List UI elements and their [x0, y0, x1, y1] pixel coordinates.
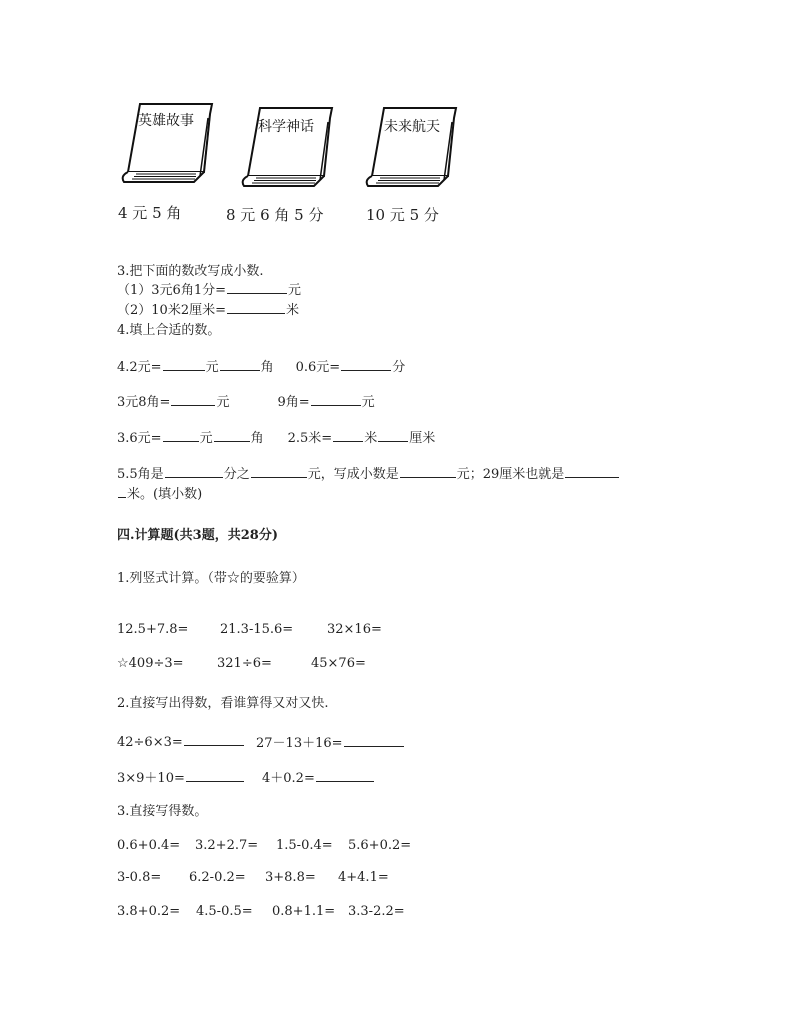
c3-expr: 3.8+0.2=: [117, 904, 181, 919]
q4-text: 元；29厘米也就是: [456, 467, 565, 482]
q4-text: 4.2元=: [117, 360, 162, 375]
c2-item: [262, 767, 375, 786]
q3-item-1: [117, 279, 301, 298]
q4-row-4: [117, 464, 677, 504]
c3-expr: 6.2-0.2=: [189, 870, 246, 885]
c3-title: 3.直接写得数。: [117, 804, 208, 819]
answer-blank[interactable]: [333, 428, 363, 442]
book-hero-stories: [118, 100, 218, 190]
q4-text: 9角=: [277, 395, 310, 410]
q4-text: 米。(填小数): [127, 487, 203, 502]
q4-title: 4.填上合适的数。: [117, 323, 221, 338]
c3-expr: 3.3-2.2=: [348, 904, 405, 919]
c2-item: [117, 767, 245, 786]
section-4-title: 四.计算题(共3题，共28分): [117, 528, 278, 543]
answer-blank[interactable]: [565, 464, 619, 478]
c3-expr: 1.5-0.4=: [276, 838, 333, 853]
answer-blank[interactable]: [344, 733, 404, 747]
answer-blank[interactable]: [311, 392, 361, 406]
q4-text: 元: [205, 360, 219, 375]
c3-expr: 4+4.1=: [338, 870, 389, 885]
c3-expr: 5.6+0.2=: [348, 838, 412, 853]
answer-blank[interactable]: [184, 732, 244, 746]
q4-text: 元: [216, 395, 230, 410]
q4-text: 5.5角是: [117, 467, 164, 482]
answer-blank[interactable]: [220, 357, 260, 371]
answer-blank[interactable]: [165, 464, 223, 478]
c2-expr: 42÷6×3=: [117, 735, 183, 750]
q3-item-2-text: （2）10米2厘米=: [117, 303, 226, 318]
q4-text: 分: [392, 360, 406, 375]
book-title: 科学神话: [258, 119, 314, 135]
q4-row-2: [117, 391, 375, 410]
q4-text: 0.6元=: [295, 360, 341, 375]
c3-expr: 4.5-0.5=: [196, 904, 253, 919]
q4-text: 3.6元=: [117, 431, 162, 446]
answer-blank[interactable]: [227, 300, 285, 314]
q4-text: 3元8角=: [117, 395, 171, 410]
c1-title: 1.列竖式计算。（带☆的要验算）: [117, 571, 305, 586]
c2-expr: 4＋0.2=: [262, 771, 315, 786]
q4-text: 厘米: [409, 431, 436, 446]
c3-expr: 0.6+0.4=: [117, 838, 181, 853]
answer-blank[interactable]: [171, 392, 215, 406]
q4-text: 米: [364, 431, 378, 446]
c2-item: [117, 732, 245, 750]
q3-item-2-unit: 米: [285, 303, 299, 318]
book-price: 10 元 5 分: [366, 206, 439, 224]
c1-expr: 45×76=: [311, 656, 366, 671]
answer-blank[interactable]: [400, 464, 456, 478]
book-price: 8 元 6 角 5 分: [226, 206, 324, 224]
c3-expr: 3.2+2.7=: [195, 838, 259, 853]
c1-expr: 321÷6=: [217, 656, 272, 671]
q3-title: 3.把下面的数改写成小数.: [117, 264, 264, 279]
c3-expr: 3+8.8=: [265, 870, 316, 885]
book-title: 未来航天: [384, 119, 440, 135]
answer-blank[interactable]: [316, 768, 374, 782]
answer-blank[interactable]: [341, 357, 391, 371]
q4-text: 元: [199, 431, 213, 446]
c2-expr: 3×9＋10=: [117, 771, 185, 786]
q4-text: 角: [250, 431, 264, 446]
answer-blank[interactable]: [214, 428, 250, 442]
answer-blank[interactable]: [227, 280, 287, 294]
c3-expr: 3-0.8=: [117, 870, 162, 885]
c2-title: 2.直接写出得数，看谁算得又对又快.: [117, 696, 329, 711]
c3-expr: 0.8+1.1=: [272, 904, 336, 919]
answer-blank[interactable]: [163, 428, 199, 442]
q3-item-1-text: （1）3元6角1分=: [117, 283, 226, 298]
c1-expr: 12.5+7.8=: [117, 622, 189, 637]
answer-blank[interactable]: [251, 464, 307, 478]
q4-text: 角: [260, 360, 274, 375]
q4-text: 元，写成小数是: [307, 467, 399, 482]
c2-expr: 27－13＋16=: [256, 736, 343, 751]
book-science-myths: [238, 104, 338, 194]
q4-row-1: [117, 356, 405, 375]
q4-text: 2.5米=: [287, 431, 333, 446]
q4-text: 分之: [223, 467, 250, 482]
q4-row-3: [117, 427, 435, 446]
q3-item-1-unit: 元: [287, 283, 301, 298]
book-title: 英雄故事: [138, 113, 194, 129]
answer-blank[interactable]: [163, 357, 205, 371]
q3-item-2: [117, 299, 299, 318]
answer-blank[interactable]: [378, 428, 408, 442]
c1-expr: 21.3-15.6=: [220, 622, 294, 637]
answer-blank[interactable]: [186, 768, 244, 782]
answer-blank[interactable]: [118, 484, 126, 498]
c2-item: [256, 732, 405, 751]
q4-text: 元: [361, 395, 375, 410]
c1-expr: 32×16=: [327, 622, 382, 637]
book-price: 4 元 5 角: [118, 204, 182, 222]
c1-expr: ☆409÷3=: [117, 656, 184, 671]
book-future-space: [362, 104, 462, 194]
